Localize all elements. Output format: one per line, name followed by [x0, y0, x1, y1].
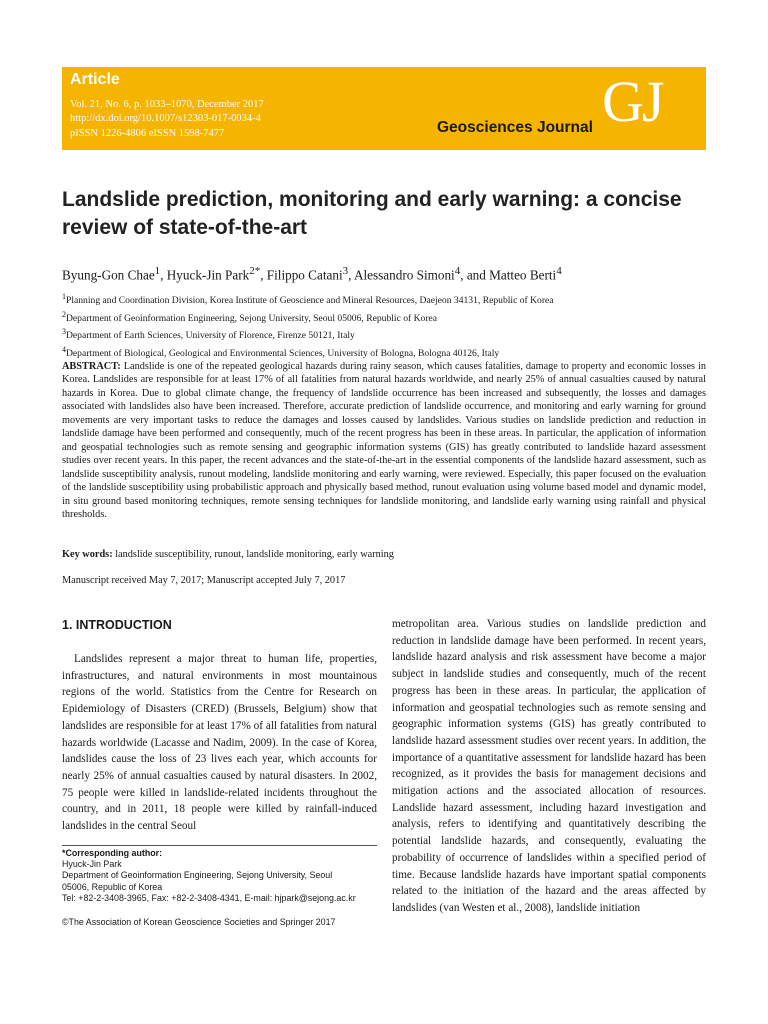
citation-meta: [70, 98, 264, 141]
author: Byung-Gon Chae: [62, 267, 155, 283]
manuscript-dates: Manuscript received May 7, 2017; Manuscript accepted July 7, 2017: [62, 575, 346, 586]
journal-logo: GJ: [602, 69, 663, 134]
copyright-line: ©The Association of Korean Geoscience Societies and Springer 2017: [62, 917, 336, 927]
contact-line: Tel: +82-2-3408-3965, Fax: +82-2-3408-4341, E-mail: hjpark@sejong.ac.kr: [62, 892, 356, 903]
footnote-divider: [62, 845, 377, 846]
affil-marker: 4: [62, 344, 66, 354]
author: Filippo Catani: [266, 267, 343, 283]
author-affil-marker: 4: [454, 265, 461, 277]
affil-marker: 2: [62, 309, 66, 319]
corresponding-author-name: Hyuck-Jin Park: [62, 859, 122, 870]
author: Matteo Berti: [489, 267, 557, 283]
corresponding-author-note: [62, 848, 377, 904]
affil-marker: 1: [62, 292, 66, 301]
author-affil-marker: 3: [342, 265, 349, 277]
body-column-left: Landslides represent a major threat to human life, properties, infrastructures, and natural environments in most mountainous regions of the world. Statistics from the Centre for Research on Epidemiology of Disasters (CRED) (Brussels, Belgium) show that landslides are responsible for at least 17% of all fatalities from natural hazards worldwide (Lacasse and Nadim, 2009). In the case of Korea, landslides cause the loss of 23 lives each year, which accounts for nearly 25% of annual casualties caused by natural disasters. In 2002, 75 people were killed in landslide-related incidents throughout the country, and in 2011, 18 people were killed by rainfall-induced landslides in the central Seoul: [62, 653, 377, 833]
section-heading: 1. INTRODUCTION: [62, 618, 172, 632]
author: Alessandro Simoni: [353, 267, 455, 283]
issn-line: pISSN 1226-4806 eISSN 1598-7477: [70, 127, 225, 139]
affil-text: Department of Geoinformation Engineering, Sejong University, Seoul 05006, Republic of Korea: [66, 312, 438, 324]
author-separator: ,: [160, 267, 167, 283]
address-line: 05006, Republic of Korea: [62, 881, 163, 892]
author-separator: ,: [260, 267, 267, 283]
affil-text: Department of Biological, Geological and Environmental Sciences, University of Bologna, Bologna 40126, Italy: [66, 347, 500, 359]
affil-text: Planning and Coordination Division, Korea Institute of Geoscience and Mineral Resources, Daejeon 34131, Republic of Korea: [66, 295, 554, 307]
affil-marker: 3: [62, 327, 66, 337]
paper-title: Landslide prediction, monitoring and early warning: a concise review of state-of-the-art: [62, 188, 682, 239]
keywords-text: landslide susceptibility, runout, landslide monitoring, early warning: [115, 549, 394, 560]
abstract: [62, 360, 706, 521]
affiliation-item: [62, 343, 712, 361]
author-affil-marker: 4: [556, 265, 562, 277]
doi-link[interactable]: http://dx.doi.org/10.1007/s12303-017-0034-4: [70, 113, 261, 125]
author: Hyuck-Jin Park: [166, 267, 250, 283]
author-separator: , and: [460, 267, 490, 283]
journal-banner: [62, 67, 706, 150]
author-list: [62, 263, 712, 283]
affiliation-item: [62, 290, 712, 308]
article-label: Article: [70, 71, 120, 88]
journal-name: Geosciences Journal: [437, 119, 593, 136]
abstract-label: ABSTRACT:: [62, 361, 121, 372]
volume-line: Vol. 21, No. 6, p. 1033–1070, December 2017: [70, 99, 264, 110]
corresponding-author-label: *Corresponding author:: [62, 848, 163, 858]
author-separator: ,: [348, 267, 354, 283]
abstract-text: Landslide is one of the repeated geological hazards during rainy season, which causes fatalities, damage to property and economic losses in Korea. Landslides are responsible for at least 17% of all fatalities from natural hazards worldwide, and nearly 25% of annual casualties caused by natural hazards in Korea. Due to global climate change, the frequency of landslide occurrence has been increased and subsequently, the losses and damages associated with landslides also have been increased. Therefore, accurate prediction of landslide occurrence, and monitoring and early warning for ground movements are very important tasks to reduce the damages and losses caused by landslides. Various studies on landslide prediction and reduction in landslide damage have been performed and consequently, much of the recent progress has been in these areas. In particular, the application of information and geospatial technologies such as remote sensing and geographic information systems (GIS) has greatly contributed to landslide hazard assessment studies over recent years. In this paper, the recent advances and the state-of-the-art in the essential components of the landslide hazard assessment, such as landslide susceptibility analysis, runout modeling, landslide monitoring and early warning, were reviewed. Especially, this paper focused on the evaluation of the landslide susceptibility using probabilistic approach and physically based method, runout evaluation using volume based model and dynamic model, in situ ground based monitoring techniques, remote sensing techniques for landslide monitoring, and landslide early warning using rainfall and physical thresholds.: [62, 361, 706, 520]
author-affil-marker: 2*: [249, 265, 261, 277]
keywords-label: Key words:: [62, 549, 113, 560]
affiliations: [62, 290, 712, 360]
keywords: [62, 548, 706, 562]
address-line: Department of Geoinformation Engineering, Sejong University, Seoul: [62, 870, 333, 881]
affil-text: Department of Earth Sciences, University of Florence, Firenze 50121, Italy: [66, 330, 355, 342]
affiliation-item: [62, 325, 712, 343]
author-affil-marker: 1: [154, 265, 161, 277]
body-column-right: metropolitan area. Various studies on landslide prediction and reduction in landslide damage have been performed. In recent years, landslide hazard analysis and risk assessment have become a major subject in landslide studies and consequently, much of the recent progress has been in these areas. In particular, the application of information and geospatial technologies such as remote sensing and geographic information systems (GIS) has greatly contributed to landslide hazard assessment studies over recent years. In addition, the importance of a quantitative assessment for landslide hazard has been recognized, as it provides the basis for management decisions and mitigation actions and the associated allocation of resources. Landslide hazard assessment, including hazard investigation and analysis, refers to identifying and quantitatively describing the potential landslide hazards, and consequently, evaluating the probability of occurrence of landslides within a specified period of time. Because landslide hazards have important spatial components related to the initiation of the hazard and the areas affected by landslides (van Westen et al., 2008), landslide initiation: [392, 618, 706, 914]
affiliation-item: [62, 308, 712, 326]
